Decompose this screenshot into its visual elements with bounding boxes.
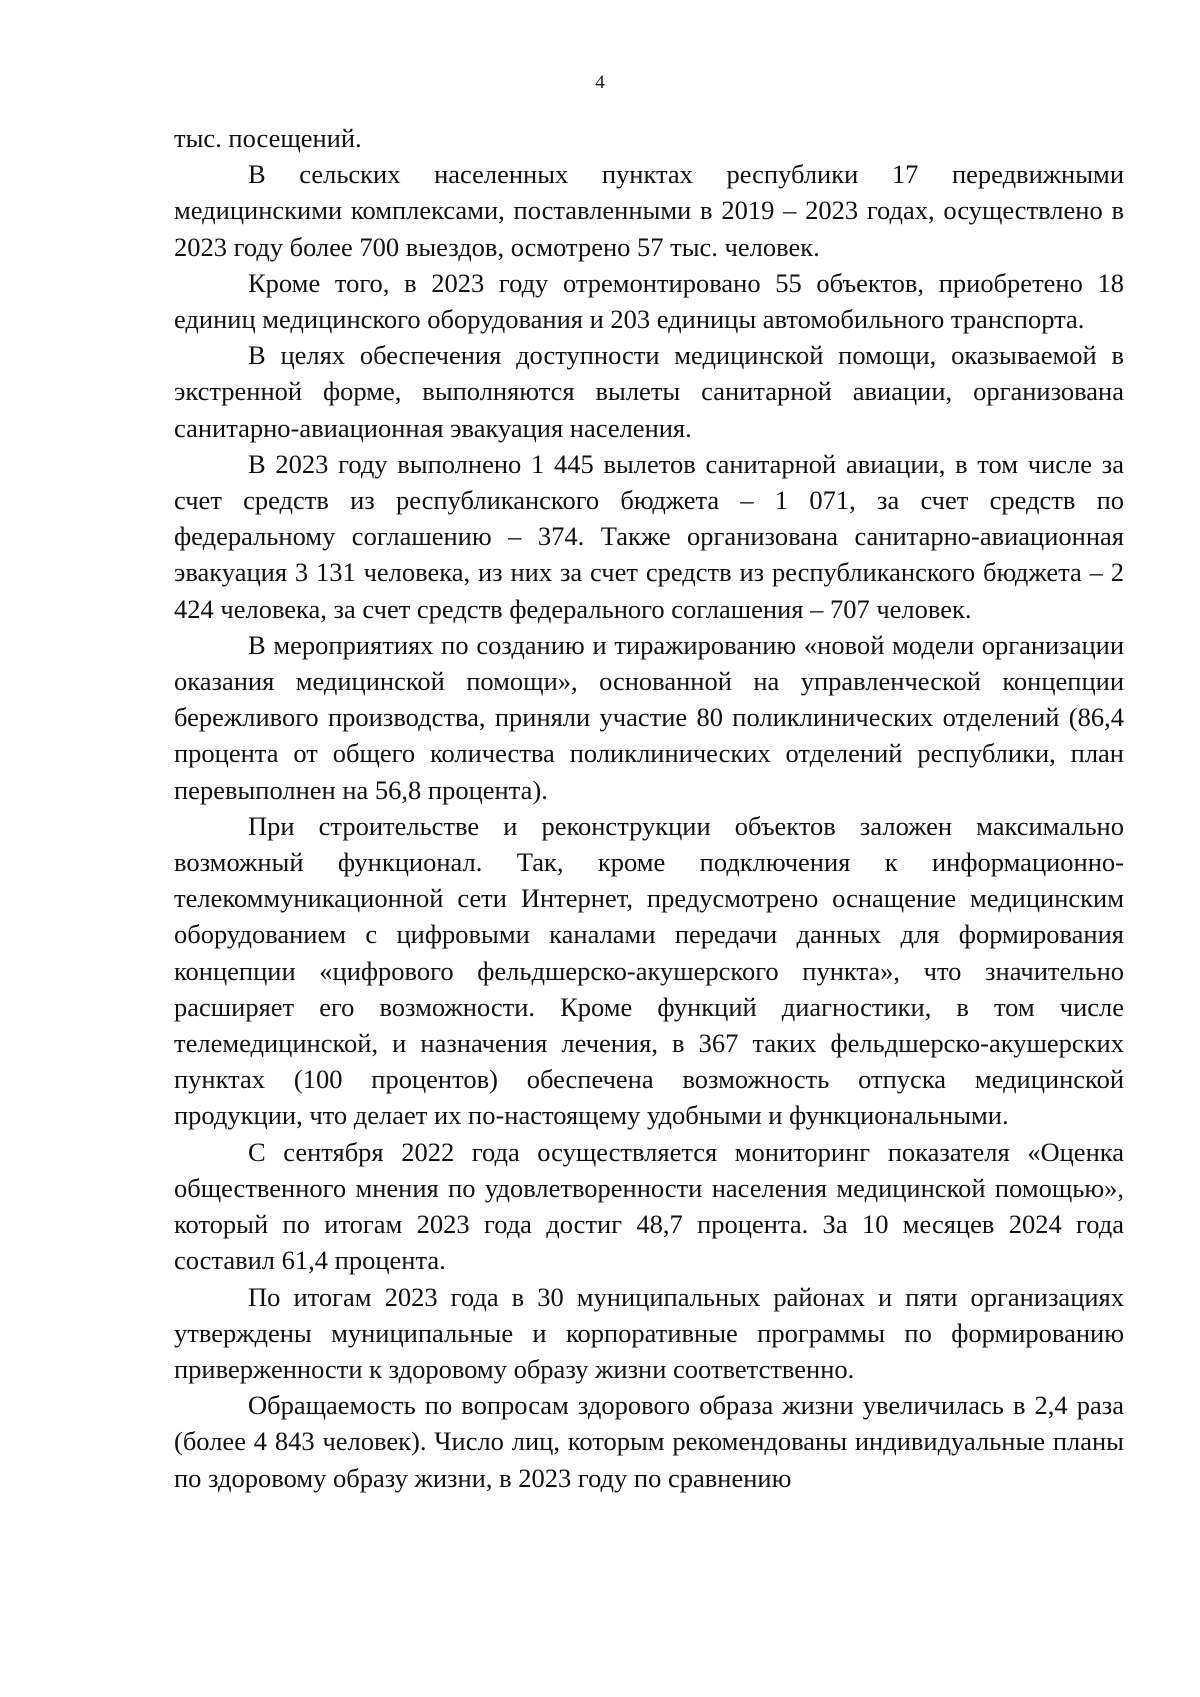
paragraph-continuation: тыс. посещений. [174,123,362,153]
paragraph-satisfaction-monitoring: С сентября 2022 года осуществляется мониторинг показателя «Оценка общественного мнения по удовлетворенности населения медицинской помощью», который по итогам 2023 года достиг 48,7 процента. За 10 месяцев 2024 года составил 61,4 процента. [174,1136,1124,1276]
paragraph-lean-model: В мероприятиях по созданию и тиражированию «новой модели организации оказания медицинской помощи», основанной на управленческой концепции бережливого производства, приняли участие 80 поликлинических отделений (86,4 процента от общего количества поликлинических отделений республики, план перевыполнен на 56,8 процента). [174,629,1124,805]
paragraph-mobile-medical-complexes: В сельских населенных пунктах республики 17 передвижными медицинскими комплексами, поставленными в 2019 – 2023 годах, осуществлено в 2023 году более 700 выездов, осмотрено 57 тыс. человек. [174,159,1124,262]
document-body [174,120,1124,1496]
paragraph-air-ambulance-purpose: В целях обеспечения доступности медицинской помощи, оказываемой в экстренной форме, выполняются вылеты санитарной авиации, организована санитарно-авиационная эвакуация населения. [174,340,1124,443]
paragraph-air-ambulance-stats: В 2023 году выполнено 1 445 вылетов санитарной авиации, в том числе за счет средств из республиканского бюджета – 1 071, за счет средств по федеральному соглашению – 374. Также организована санитарно-авиационная эвакуация 3 131 человека, из них за счет средств из республиканского бюджета – 2 424 человека, за счет средств федерального соглашения – 707 человек. [174,448,1124,624]
paragraph-healthy-lifestyle-programs: По итогам 2023 года в 30 муниципальных районах и пяти организациях утверждены муниципальные и корпоративные программы по формированию приверженности к здоровому образу жизни соответственно. [174,1281,1124,1384]
paragraph-healthy-lifestyle-requests: Обращаемость по вопросам здорового образа жизни увеличилась в 2,4 раза (более 4 843 человек). Число лиц, которым рекомендованы индивидуальные планы по здоровому образу жизни, в 2023 году по сравнению [174,1390,1124,1493]
page-number: 4 [595,72,605,93]
paragraph-digital-fap: При строительстве и реконструкции объектов заложен максимально возможный функционал. Так, кроме подключения к информационно-телекоммуникационной сети Интернет, предусмотрено оснащение медицинским оборудованием с цифровыми каналами передачи данных для формирования концепции «цифрового фельдшерско-акушерского пункта», что значительно расширяет его возможности. Кроме функций диагностики, в том числе телемедицинской, и назначения лечения, в 367 таких фельдшерско-акушерских пунктах (100 процентов) обеспечена возможность отпуска медицинской продукции, что делает их по-настоящему удобными и функциональными. [174,810,1124,1131]
paragraph-repairs-equipment: Кроме того, в 2023 году отремонтировано 55 объектов, приобретено 18 единиц медицинского оборудования и 203 единицы автомобильного транспорта. [174,267,1124,335]
